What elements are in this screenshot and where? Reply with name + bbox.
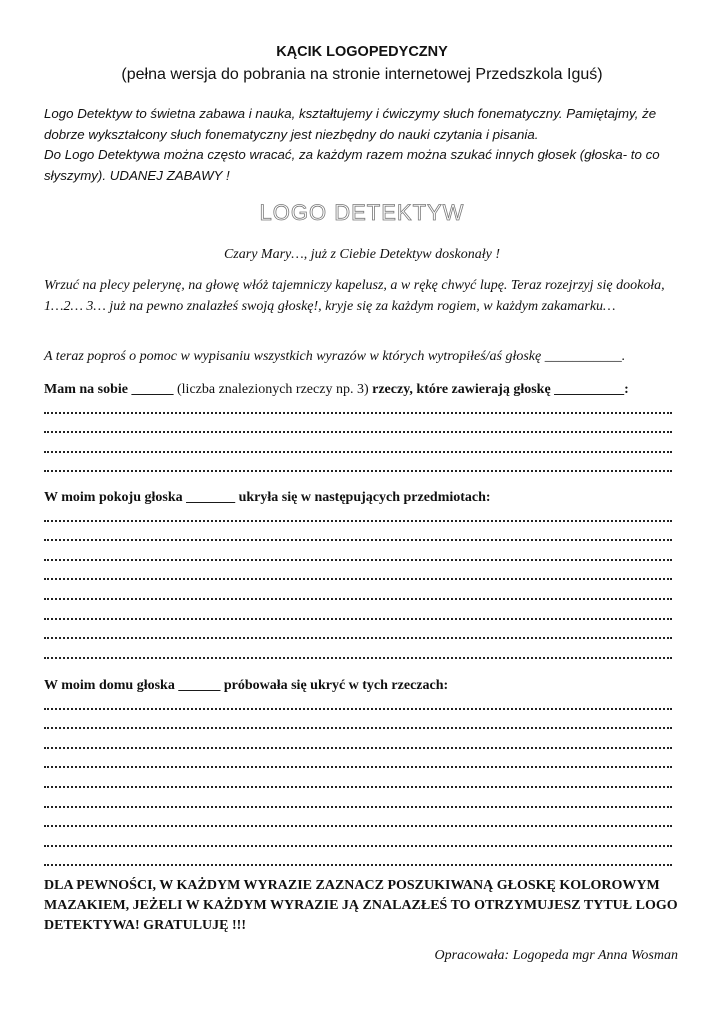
section-3-writing-lines[interactable] [44, 690, 672, 866]
writing-line[interactable] [44, 710, 672, 730]
writing-line[interactable] [44, 580, 672, 600]
page-subtitle: (pełna wersja do pobrania na stronie internetowej Przedszkola Iguś) [121, 66, 603, 83]
writing-line[interactable] [44, 847, 672, 867]
writing-line[interactable] [44, 394, 672, 414]
section-2-heading-text: W moim pokoju głoska _______ ukryła się w następujących przedmiotach: [44, 490, 491, 505]
instructions-paragraph-1: Wrzuć na plecy pelerynę, na głowę włóż tajemniczy kapelusz, a w rękę chwyć lupę. Teraz rozejrzyj się dookoła, 1…2… 3… już na pewno znalazłeś swoją głoskę!, kryje się za każdym rogiem, w każdym zakamarku… [44, 278, 665, 314]
tagline: Czary Mary…, już z Ciebie Detektyw doskonały ! [223, 247, 501, 262]
intro-text-2: Do Logo Detektywa można często wracać, za każdym razem można szukać innych głosek (głoska- to co słyszymy). UDANEJ ZABAWY ! [44, 147, 660, 183]
page-title: KĄCIK LOGOPEDYCZNY [276, 44, 448, 60]
writing-line[interactable] [44, 749, 672, 769]
writing-line[interactable] [44, 808, 672, 828]
section-2-writing-lines[interactable] [44, 502, 672, 659]
section-1-writing-lines[interactable] [44, 394, 672, 472]
writing-line[interactable] [44, 827, 672, 847]
writing-line[interactable] [44, 541, 672, 561]
writing-line[interactable] [44, 768, 672, 788]
writing-line[interactable] [44, 600, 672, 620]
writing-line[interactable] [44, 561, 672, 581]
author-signature: Opracowała: Logopeda mgr Anna Wosman [434, 948, 678, 963]
writing-line[interactable] [44, 414, 672, 434]
intro-paragraph-2 [44, 145, 684, 186]
writing-line[interactable] [44, 788, 672, 808]
section-1-heading-note: (liczba znalezionych rzeczy np. 3) [173, 382, 373, 397]
intro-paragraph-1 [44, 104, 684, 145]
writing-line[interactable] [44, 522, 672, 542]
writing-line[interactable] [44, 729, 672, 749]
final-instruction: DLA PEWNOŚCI, W KAŻDYM WYRAZIE ZAZNACZ POSZUKIWANĄ GŁOSKĘ KOLOROWYM MAZAKIEM, JEŻELI W KAŻDYM WYRAZIE JĄ ZNALAZŁEŚ TO OTRZYMUJESZ TYTUŁ LOGO DETEKTYWA! GRATULUJĘ !!! [44, 878, 678, 933]
section-3-heading-text: W moim domu głoska ______ próbowała się ukryć w tych rzeczach: [44, 678, 449, 693]
writing-line[interactable] [44, 690, 672, 710]
section-1-heading-part-b: rzeczy, które zawierają głoskę __________: [372, 382, 629, 397]
writing-line[interactable] [44, 502, 672, 522]
intro-text-1: Logo Detektyw to świetna zabawa i nauka, kształtujemy i ćwiczymy słuch fonematyczny. Pamiętajmy, że dobrze wykształcony słuch fonematyczny jest niezbędny do nauki czytania i pisania. [44, 106, 657, 142]
writing-line[interactable] [44, 453, 672, 473]
logo-detektyw-wordart: LOGO DETEKTYW [259, 200, 465, 225]
section-1-heading-part-a: Mam na sobie ______ [44, 382, 174, 397]
instructions-paragraph-2: A teraz poproś o pomoc w wypisaniu wszystkich wyrazów w których wytropiłeś/aś głoskę ___________. [44, 349, 626, 364]
writing-line[interactable] [44, 620, 672, 640]
writing-line[interactable] [44, 433, 672, 453]
writing-line[interactable] [44, 639, 672, 659]
